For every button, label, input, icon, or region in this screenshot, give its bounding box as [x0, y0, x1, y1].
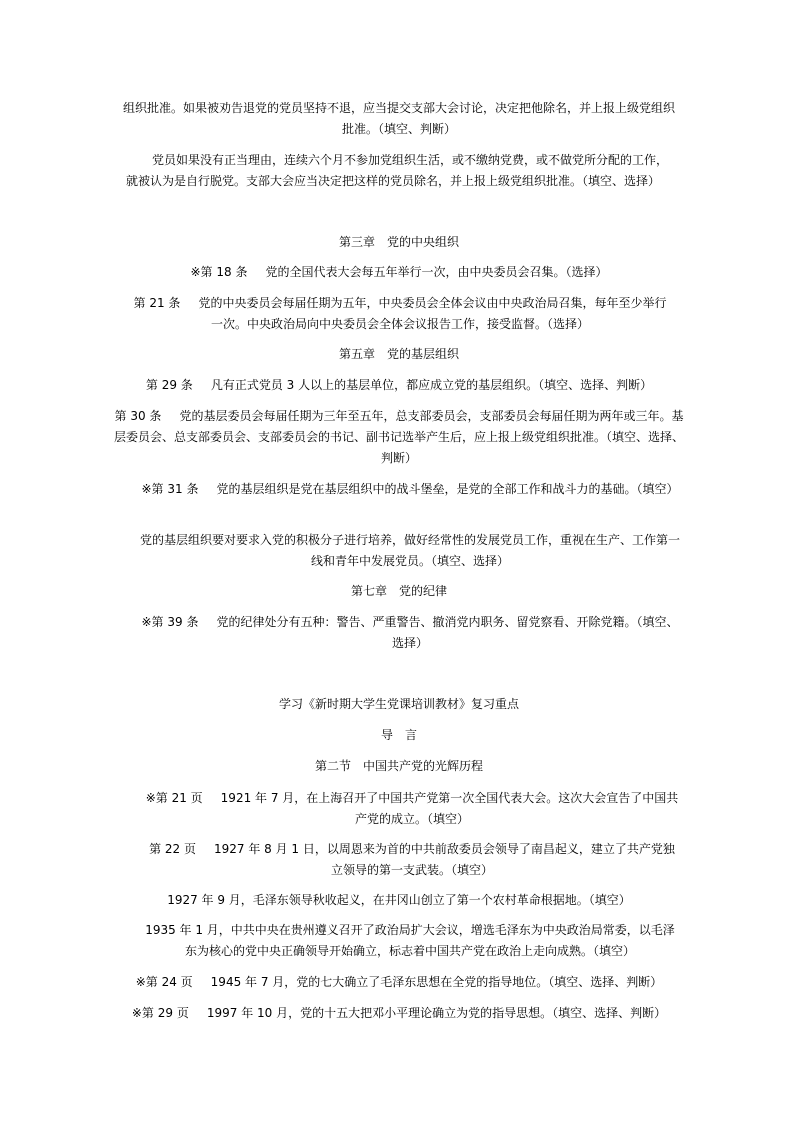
section-heading	[118, 725, 680, 746]
article	[140, 612, 680, 654]
chapter-heading	[118, 344, 680, 365]
article-text: 党的中央委员会每届任期为五年，中央委员会全体会议由中央政治局召集，每年至少举行一次。中央政治局向中央委员会全体会议报告工作，接受监督。（选择）	[198, 296, 667, 331]
article-number: ※第 31 条	[141, 482, 199, 496]
reference-text: 1997 年 10 月，党的十五大把邓小平理论确立为党的指导思想。（填空、选择、判断）	[206, 1006, 667, 1020]
heading-text: 第三章 党的中央组织	[338, 235, 459, 249]
section-heading	[118, 756, 680, 777]
chapter-heading	[118, 232, 680, 253]
article-text: 党的纪律处分有五种：警告、严重警告、撤消党内职务、留党察看、开除党籍。（填空、选择）	[216, 615, 679, 650]
article-number: ※第 18 条	[190, 265, 248, 279]
reference-text: 1921 年 7 月，在上海召开了中国共产党第一次全国代表大会。这次大会宣告了中国共产党的成立。（填空）	[220, 791, 679, 826]
article-number: 第 21 条	[133, 296, 181, 310]
article-text: 党的基层委员会每届任期为三年至五年，总支部委员会，支部委员会每届任期为两年或三年。基层委员会、总支部委员会、支部委员会的书记、副书记选举产生后，应上报上级党组织批准。（填空、选择、判断）	[114, 409, 685, 465]
article	[118, 375, 680, 396]
paragraph	[126, 150, 672, 192]
chapter-heading	[118, 581, 680, 602]
page-number: ※第 29 页	[131, 1006, 189, 1020]
article	[130, 293, 670, 335]
article-text: 党的全国代表大会每五年举行一次，由中央委员会召集。（选择）	[265, 265, 608, 279]
page-reference	[118, 1003, 680, 1024]
heading-text: 第五章 党的基层组织	[338, 347, 459, 361]
page-number: 第 22 页	[149, 842, 196, 856]
page-reference	[144, 839, 680, 881]
paragraph-text: 党员如果没有正当理由，连续六个月不参加党组织生活，或不缴纳党费，或不做党所分配的工作，就被认为是自行脱党。支部大会应当决定把这样的党员除名，并上报上级党组织批准。（填空、选择）	[126, 153, 669, 188]
article	[140, 479, 680, 500]
paragraph	[118, 890, 680, 911]
paragraph-text: 组织批准。如果被劝告退党的党员坚持不退，应当提交支部大会讨论，决定把他除名，并上报上级党组织批准。（填空、判断）	[122, 101, 675, 136]
article-number: 第 30 条	[114, 409, 162, 423]
paragraph-text: 1927 年 9 月，毛泽东领导秋收起义，在井冈山创立了第一个农村革命根据地。（填空）	[167, 893, 631, 907]
article	[114, 406, 684, 469]
heading-text: 第二节 中国共产党的光辉历程	[314, 759, 483, 773]
reference-text: 1945 年 7 月，党的七大确立了毛泽东思想在全党的指导地位。（填空、选择、判断）	[210, 975, 663, 989]
section-title	[118, 694, 680, 715]
article-text: 党的基层组织是党在基层组织中的战斗堡垒，是党的全部工作和战斗力的基础。（填空）	[216, 482, 679, 496]
page-number: ※第 21 页	[145, 791, 203, 805]
reference-text: 1927 年 8 月 1 日，以周恩来为首的中共前敌委员会领导了南昌起义，建立了共产党独立领导的第一支武装。（填空）	[214, 842, 675, 877]
page-reference	[118, 972, 680, 993]
heading-text: 学习《新时期大学生党课培训教材》复习重点	[278, 697, 519, 711]
page-number: ※第 24 页	[135, 975, 193, 989]
heading-text: 导 言	[380, 728, 417, 742]
article-number: ※第 39 条	[141, 615, 199, 629]
paragraph	[140, 920, 680, 962]
page-reference	[144, 788, 680, 830]
paragraph	[140, 530, 680, 572]
heading-text: 第七章 党的纪律	[350, 584, 447, 598]
article	[118, 262, 680, 283]
paragraph-text: 1935 年 1 月，中共中央在贵州遵义召开了政治局扩大会议，增选毛泽东为中央政治局常委，以毛泽东为核心的党中央正确领导开始确立，标志着中国共产党在政治上走向成熟。（填空）	[145, 923, 675, 958]
paragraph-text: 党的基层组织要对要求入党的积极分子进行培养，做好经常性的发展党员工作，重视在生产、工作第一线和青年中发展党员。（填空、选择）	[140, 533, 681, 568]
article-number: 第 29 条	[145, 378, 193, 392]
article-text: 凡有正式党员 3 人以上的基层单位，都应成立党的基层组织。（填空、选择、判断）	[210, 378, 653, 392]
paragraph	[118, 98, 680, 140]
